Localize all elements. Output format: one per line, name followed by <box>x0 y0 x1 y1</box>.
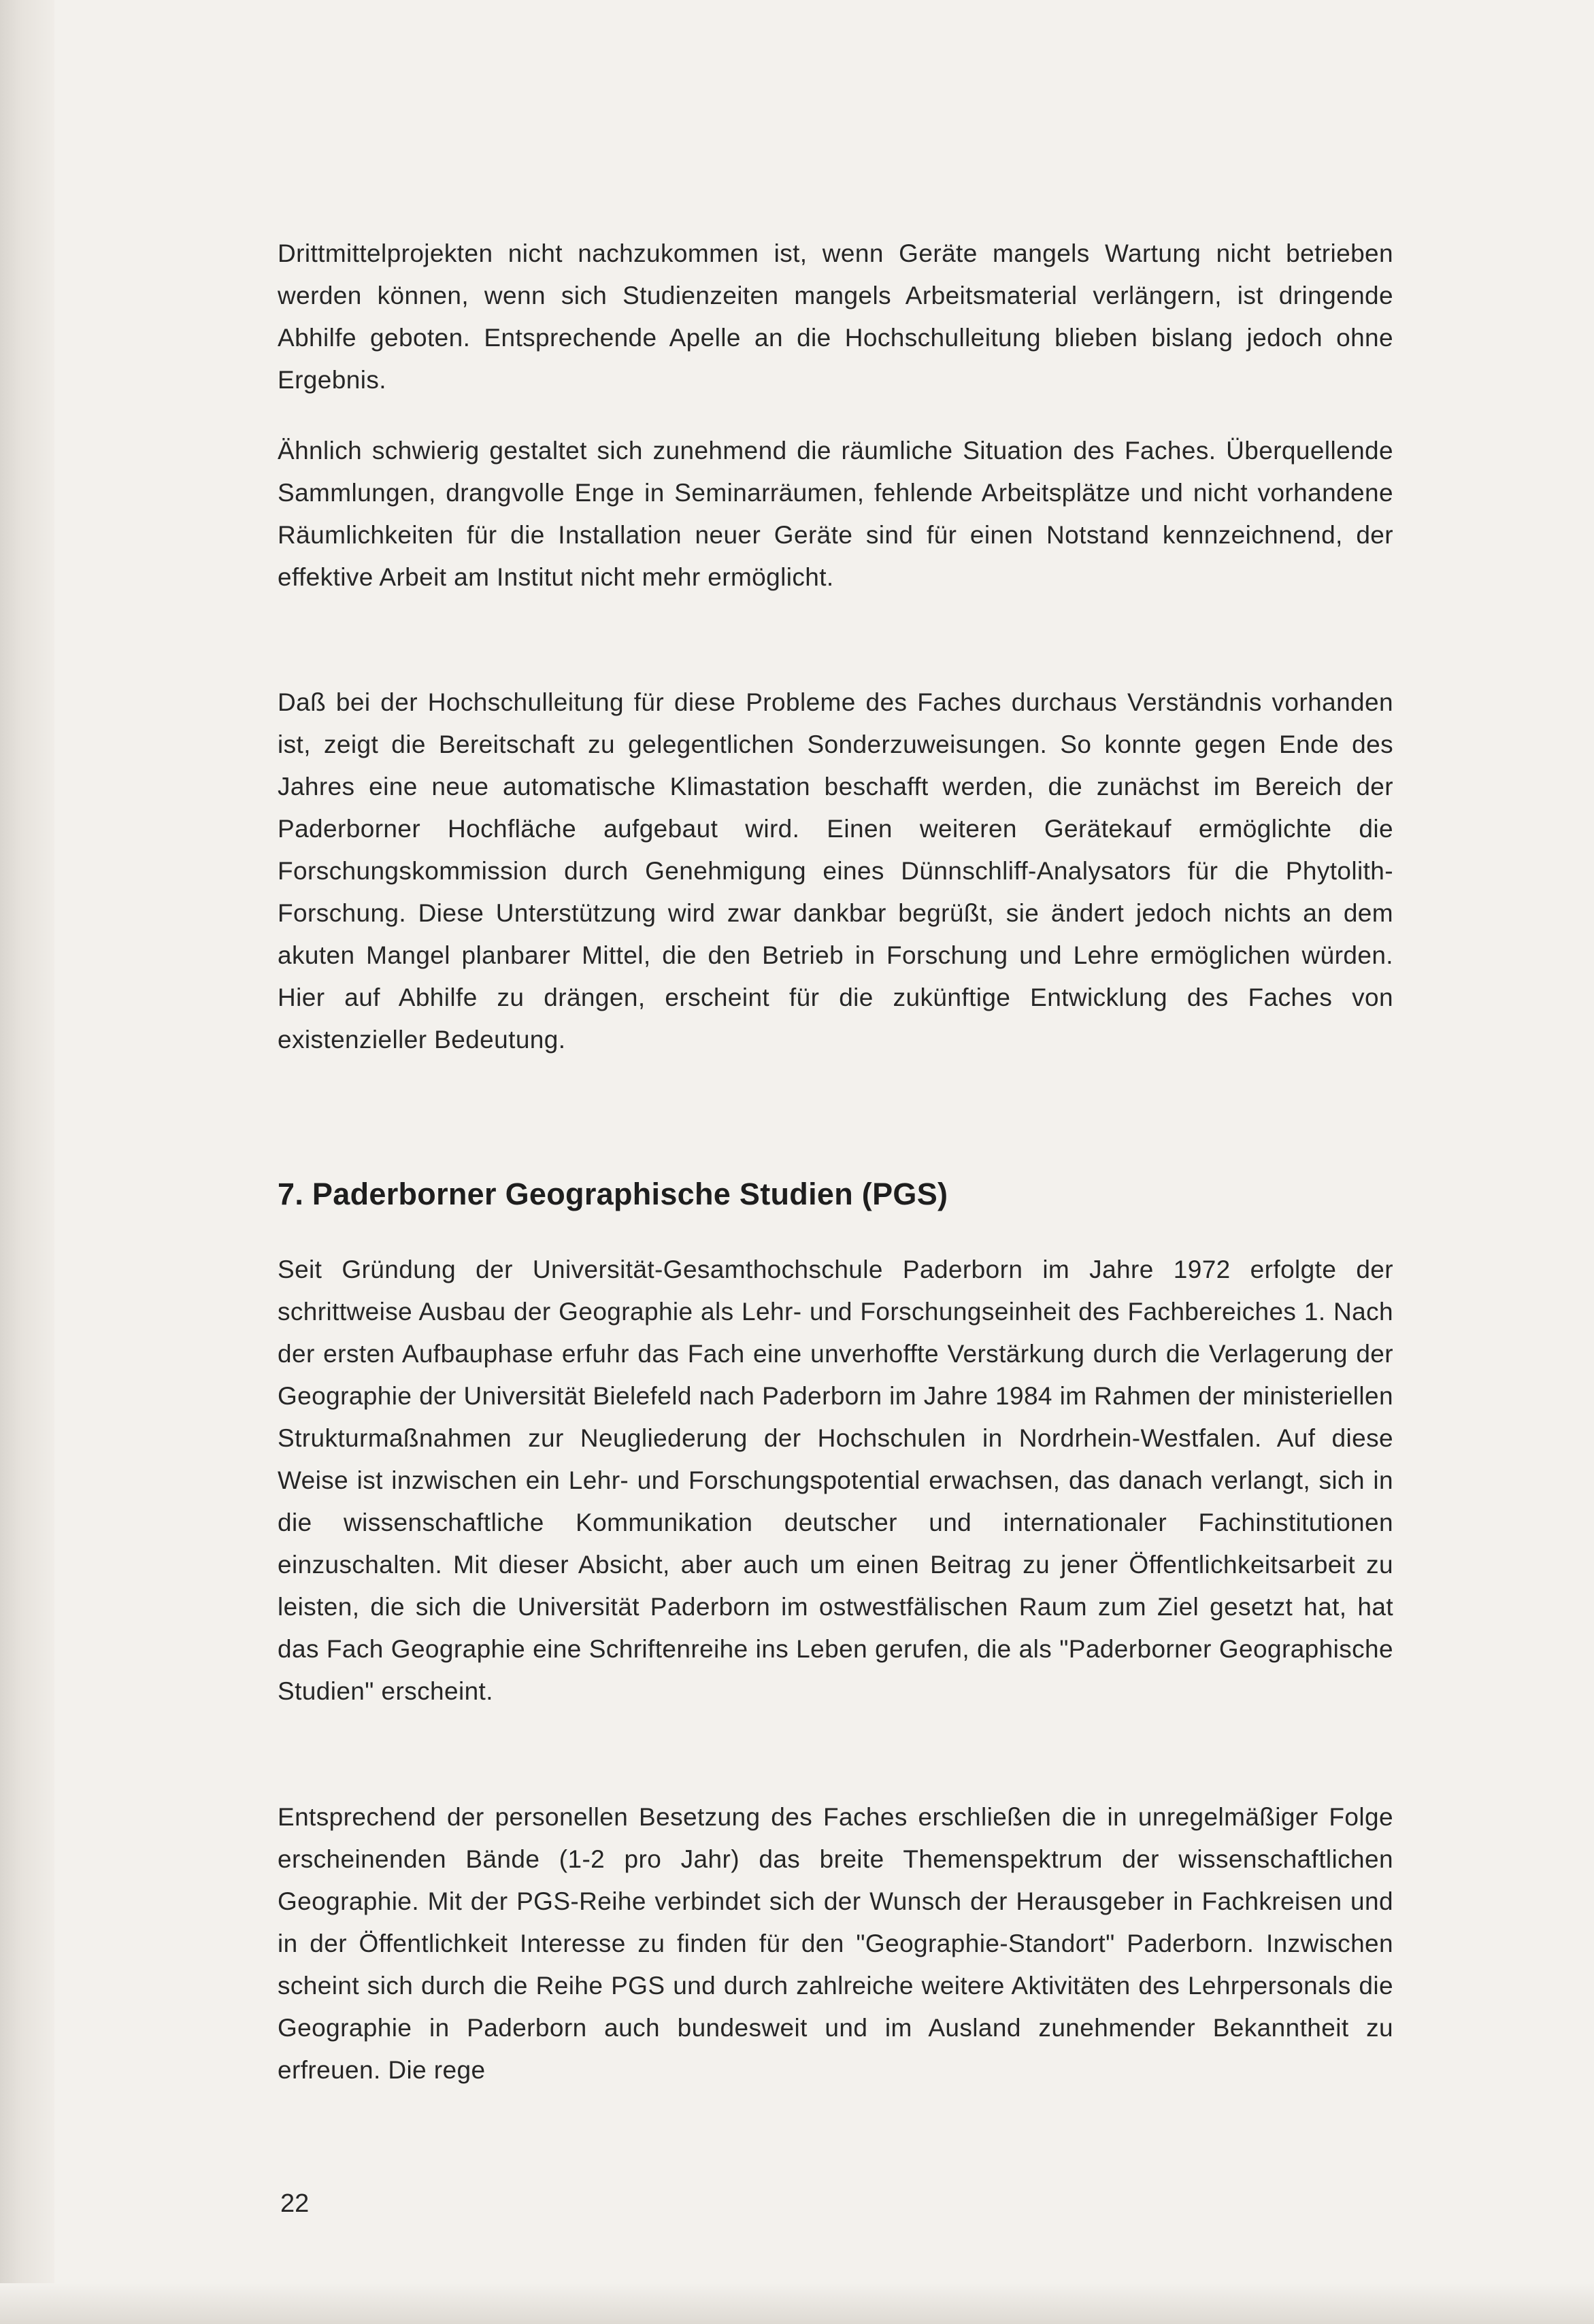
paragraph-text: Entsprechend der personellen Besetzung des Faches erschließen die in unregelmäßiger Folge erscheinenden Bände (1-2 pro Jahr) das breite Themenspektrum der wissenschaftlichen Geographie. Mit der PGS-Reihe verbindet sich der Wunsch der Herausgeber in Fachkreisen und in der Öffentlichkeit Interesse zu finden für den "Geographie-Standort" Paderborn. Inzwischen scheint sich durch die Reihe PGS und durch zahlreiche weitere Aktivitäten des Lehrpersonals die Geographie in Paderborn auch bundesweit und im Ausland zunehmender Bekanntheit zu erfreuen. Die rege <box>278 1803 1393 2084</box>
page-edge-shadow <box>0 0 54 2324</box>
paragraph-university-support <box>278 681 1393 1061</box>
paragraph-text: Seit Gründung der Universität-Gesamthochschule Paderborn im Jahre 1972 erfolgte der schrittweise Ausbau der Geographie als Lehr- und Forschungseinheit des Fachbereiches 1. Nach der ersten Aufbauphase erfuhr das Fach eine unverhoffte Verstärkung durch die Verlagerung der Geographie der Universität Bielefeld nach Paderborn im Jahre 1984 im Rahmen der ministeriellen Strukturmaßnahmen zur Neugliederung der Hochschulen in Nordrhein-Westfalen. Auf diese Weise ist inzwischen ein Lehr- und Forschungspotential erwachsen, das danach verlangt, sich in die wissenschaftliche Kommunikation deutscher und internationaler Fachinstitutionen einzuschalten. Mit dieser Absicht, aber auch um einen Beitrag zu jener Öffentlichkeitsarbeit zu leisten, die sich die Universität Paderborn im ostwestfälischen Raum zum Ziel gesetzt hat, hat das Fach Geographie eine Schriftenreihe ins Leben gerufen, die als "Paderborner Geographische Studien" erscheint. <box>278 1256 1393 1705</box>
paragraph-pgs-history <box>278 1249 1393 1713</box>
paragraph-text: Ähnlich schwierig gestaltet sich zunehmend die räumliche Situation des Faches. Überquellende Sammlungen, drangvolle Enge in Seminarräumen, fehlende Arbeitsplätze und nicht vorhandene Räumlichkeiten für die Installation neuer Geräte sind für einen Notstand kennzeichnend, der effektive Arbeit am Institut nicht mehr ermöglicht. <box>278 437 1393 591</box>
paragraph-space-situation <box>278 430 1393 599</box>
paragraph-funding-problems <box>278 233 1393 401</box>
section-heading: 7. Paderborner Geographische Studien (PGS) <box>278 1177 948 1211</box>
paragraph-text: Drittmittelprojekten nicht nachzukommen ist, wenn Geräte mangels Wartung nicht betrieben werden können, wenn sich Studienzeiten mangels Arbeitsmaterial verlängern, ist dringende Abhilfe geboten. Entsprechende Apelle an die Hochschulleitung blieben bislang jedoch ohne Ergebnis. <box>278 239 1393 394</box>
paragraph-pgs-themes <box>278 1796 1393 2091</box>
paragraph-text: Daß bei der Hochschulleitung für diese Probleme des Faches durchaus Verständnis vorhanden ist, zeigt die Bereitschaft zu gelegentlichen Sonderzuweisungen. So konnte gegen Ende des Jahres eine neue automatische Klimastation beschafft werden, die zunächst im Bereich der Paderborner Hochfläche aufgebaut wird. Einen weiteren Gerätekauf ermöglichte die Forschungskommission durch Genehmigung eines Dünnschliff-Analysators für die Phytolith-Forschung. Diese Unterstützung wird zwar dankbar begrüßt, sie ändert jedoch nichts an dem akuten Mangel planbarer Mittel, die den Betrieb in Forschung und Lehre ermöglichen würden. Hier auf Abhilfe zu drängen, erscheint für die zukünftige Entwicklung des Faches von existenzieller Bedeutung. <box>278 688 1393 1054</box>
page-number: 22 <box>280 2189 310 2218</box>
page-bottom-shadow <box>0 2283 1594 2324</box>
